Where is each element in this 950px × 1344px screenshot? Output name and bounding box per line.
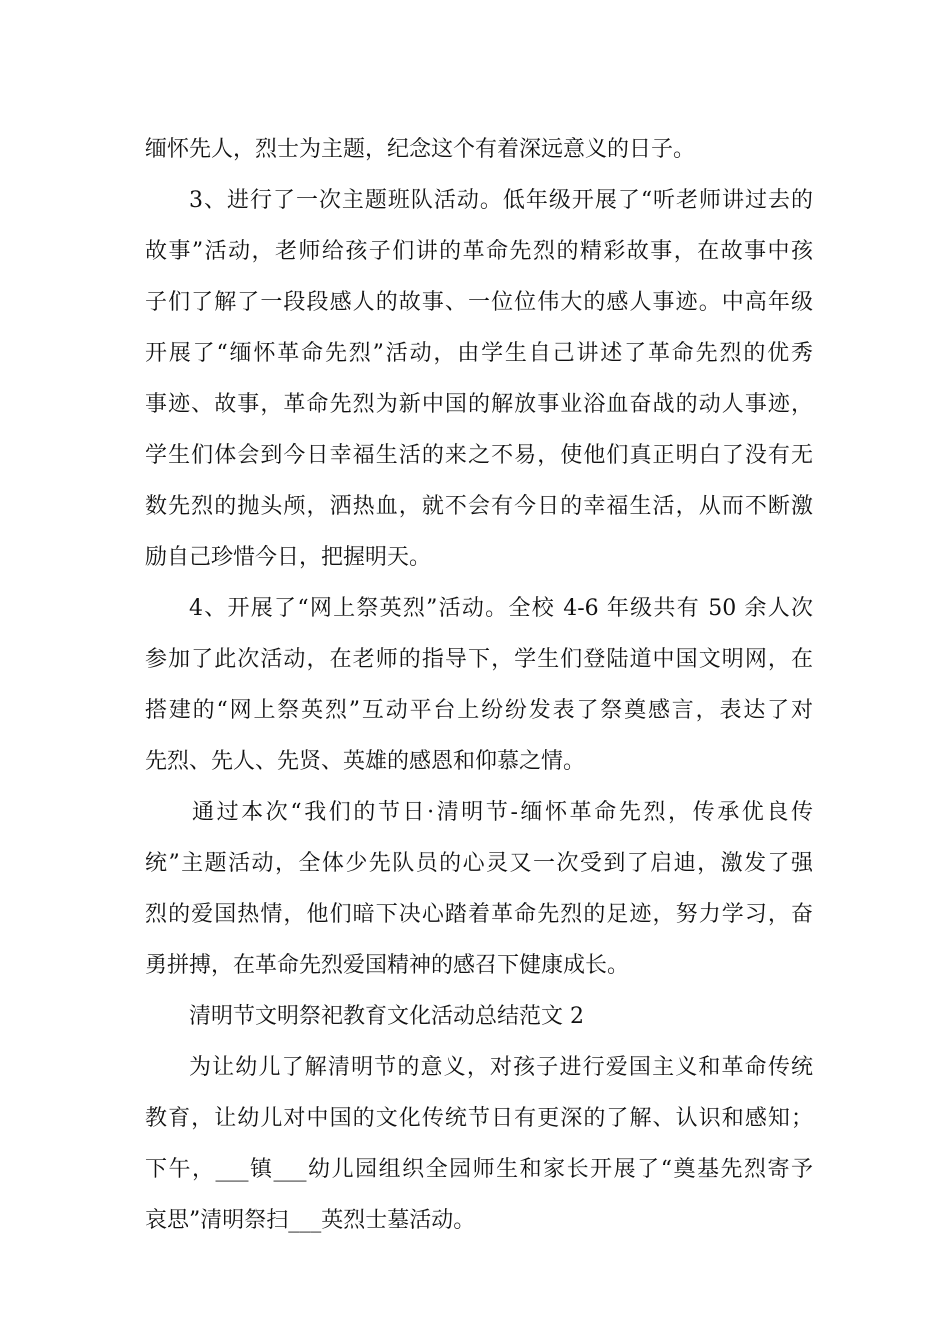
- paragraph-1-line-1: 缅怀先人，烈士为主题，纪念这个有着深远意义的日子。: [145, 137, 696, 162]
- paragraph-5-line-3: 下午，___镇___幼儿园组织全园师生和家长开展了“奠基先烈寄予: [145, 1157, 813, 1182]
- paragraph-2-line-2: 故事”活动，老师给孩子们讲的革命先烈的精彩故事，在故事中孩: [145, 239, 813, 264]
- paragraph-2-line-7: 数先烈的抛头颅，洒热血，就不会有今日的幸福生活，从而不断激: [145, 494, 813, 519]
- paragraph-3-line-1: 4、开展了“网上祭英烈”活动。全校 4-6 年级共有 50 余人次: [189, 596, 813, 621]
- paragraph-4-line-2: 统”主题活动，全体少先队员的心灵又一次受到了启迪，激发了强: [145, 851, 813, 876]
- paragraph-2-line-8: 励自己珍惜今日，把握明天。: [145, 545, 432, 570]
- paragraph-5-line-2: 教育，让幼儿对中国的文化传统节日有更深的了解、认识和感知；: [145, 1106, 813, 1131]
- section-heading: 清明节文明祭祀教育文化活动总结范文 2: [189, 1004, 584, 1029]
- paragraph-3-line-3: 搭建的“网上祭英烈”互动平台上纷纷发表了祭奠感言，表达了对: [145, 698, 813, 723]
- paragraph-2-line-4: 开展了“缅怀革命先烈”活动，由学生自己讲述了革命先烈的优秀: [145, 341, 813, 366]
- paragraph-2-line-5: 事迹、故事，革命先烈为新中国的解放事业浴血奋战的动人事迹，: [145, 392, 813, 417]
- paragraph-2-line-6: 学生们体会到今日幸福生活的来之不易，使他们真正明白了没有无: [145, 443, 813, 468]
- paragraph-4-line-4: 勇拼搏，在革命先烈爱国精神的感召下健康成长。: [145, 953, 630, 978]
- paragraph-2-line-3: 子们了解了一段段感人的故事、一位位伟大的感人事迹。中高年级: [145, 290, 813, 315]
- paragraph-4-line-3: 烈的爱国热情，他们暗下决心踏着革命先烈的足迹，努力学习，奋: [145, 902, 813, 927]
- paragraph-3-line-4: 先烈、先人、先贤、英雄的感恩和仰慕之情。: [145, 749, 586, 774]
- paragraph-4-line-1: 通过本次“我们的节日·清明节-缅怀革命先烈，传承优良传: [192, 800, 813, 825]
- paragraph-3-line-2: 参加了此次活动，在老师的指导下，学生们登陆道中国文明网，在: [145, 647, 813, 672]
- paragraph-2-line-1: 3、进行了一次主题班队活动。低年级开展了“听老师讲过去的: [189, 188, 813, 213]
- paragraph-5-line-4: 哀思”清明祭扫___英烈士墓活动。: [145, 1208, 476, 1233]
- paragraph-5-line-1: 为让幼儿了解清明节的意义，对孩子进行爱国主义和革命传统: [189, 1055, 813, 1080]
